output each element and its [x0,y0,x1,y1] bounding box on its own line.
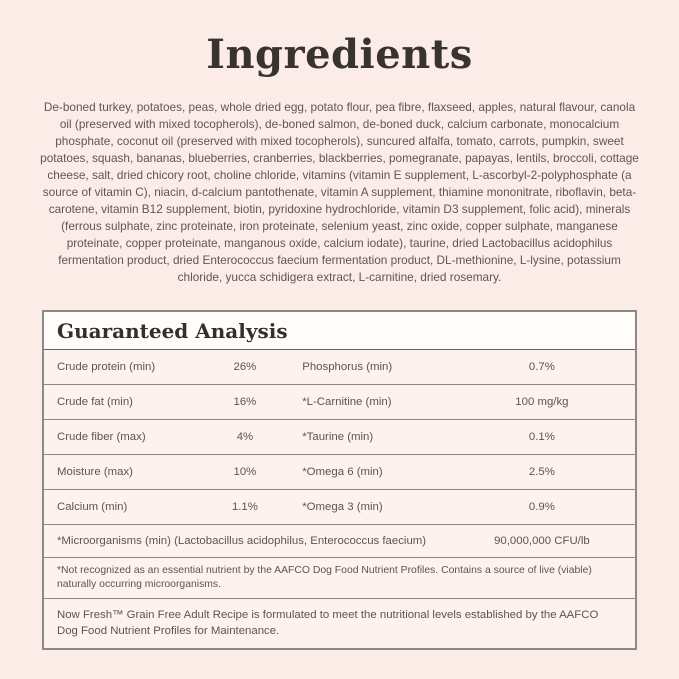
microorganisms-value: 90,000,000 CFU/lb [494,535,590,547]
analysis-row [44,455,635,490]
analysis-row [44,490,635,525]
guaranteed-analysis-heading: Guaranteed Analysis [44,312,635,350]
analysis-row [44,350,635,385]
nutrient-value: 100 mg/kg [515,396,569,408]
nutrient-label: *L-Carnitine (min) [302,396,392,408]
nutrient-value: 0.1% [528,431,555,443]
nutrient-label: Calcium (min) [57,501,128,513]
microorganisms-row [44,525,635,558]
nutrient-value: 0.7% [528,361,555,373]
nutrient-value: 2.5% [528,466,555,478]
guaranteed-analysis-table [42,310,637,650]
nutrient-label: *Omega 3 (min) [302,501,383,513]
nutrient-value: 0.9% [528,501,555,513]
nutrient-label: Crude protein (min) [57,361,156,373]
nutrient-value: 1.1% [231,501,258,513]
nutrient-label: *Taurine (min) [302,431,374,443]
nutrient-label: Moisture (max) [57,466,133,478]
page-title: Ingredients [206,31,473,78]
nutrient-value: 4% [236,431,254,443]
nutrient-value: 10% [233,466,257,478]
aafco-footnote: *Not recognized as an essential nutrient by the AAFCO Dog Food Nutrient Profiles. Contains a source of live (viable) naturally occurring microorganisms. [44,558,635,599]
nutrient-label: Crude fiber (max) [57,431,146,443]
nutrient-label: Phosphorus (min) [302,361,393,373]
nutrient-value: 16% [233,396,257,408]
analysis-row [44,420,635,455]
aafco-statement: Now Fresh™ Grain Free Adult Recipe is formulated to meet the nutritional levels established by the AAFCO Dog Food Nutrient Profiles for Maintenance. [57,609,599,637]
nutrient-label: Crude fat (min) [57,396,133,408]
nutrient-label: *Omega 6 (min) [302,466,383,478]
ingredients-paragraph: De-boned turkey, potatoes, peas, whole dried egg, potato flour, pea fibre, flaxseed, apples, natural flavour, canola oil (preserved with mixed tocopherols), de-boned salmon, de-boned duck, calcium carbonate, monocalcium phosphate, coconut oil (preserved with mixed tocopherols), suncured alfalfa, tomato, carrots, pumpkin, sweet potatoes, squash, bananas, blueberries, cranberries, blackberries, pomegranate, papayas, lentils, broccoli, cottage cheese, salt, dried chicory root, choline chloride, vitamins (vitamin E supplement, L-ascorbyl-2-polyphosphate (a source of vitamin C), niacin, d-calcium pantothenate, vitamin A supplement, thiamine mononitrate, riboflavin, beta-carotene, vitamin B12 supplement, biotin, pyridoxine hydrochloride, vitamin D3 supplement, folic acid), minerals (ferrous sulphate, zinc proteinate, iron proteinate, selenium yeast, zinc oxide, copper sulphate, manganese proteinate, copper proteinate, manganous oxide, calcium iodate), taurine, dried Lactobacillus acidophilus fermentation product, dried Enterococcus faecium fermentation product, DL-methionine, L-lysine, potassium chloride, yucca schidigera extract, L-carnitine, dried rosemary. [40,100,639,284]
analysis-rows [44,350,635,525]
nutrient-value: 26% [233,361,257,373]
analysis-row [44,385,635,420]
microorganisms-label: *Microorganisms (min) (Lactobacillus acidophilus, Enterococcus faecium) [57,535,427,547]
